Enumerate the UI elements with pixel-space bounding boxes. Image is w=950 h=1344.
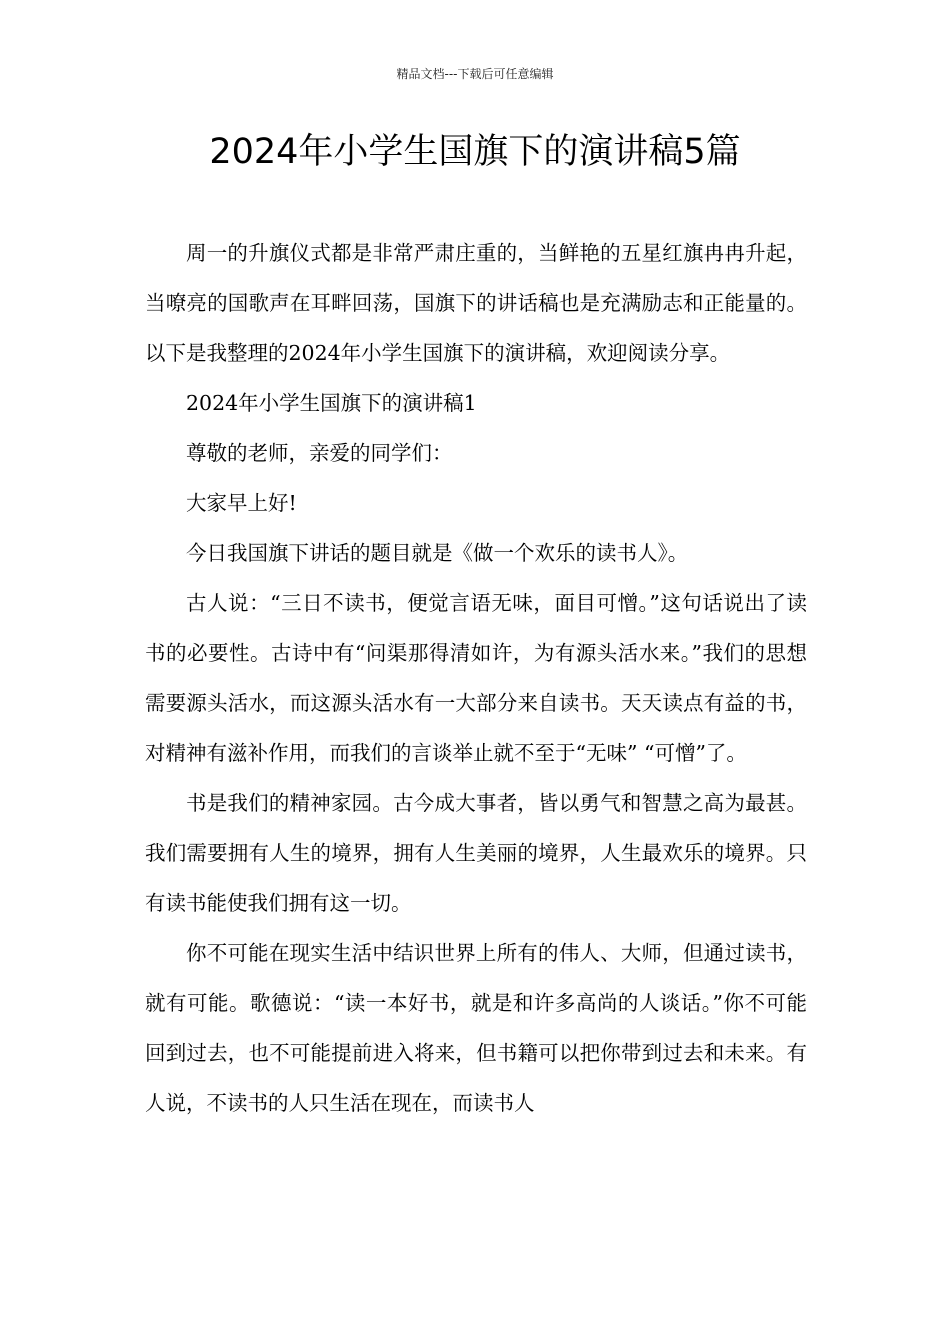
paragraph-intro: 周一的升旗仪式都是非常严肃庄重的，当鲜艳的五星红旗冉冉升起，当嘹亮的国歌声在耳畔回荡，国旗下的讲话稿也是充满励志和正能量的。以下是我整理的2024年小学生国旗下的演讲稿，欢迎阅读分享。 [145, 241, 807, 365]
paragraph-topic: 今日我国旗下讲话的题目就是《做一个欢乐的读书人》。 [186, 541, 689, 565]
paragraph-spiritual-home: 书是我们的精神家园。古今成大事者，皆以勇气和智慧之高为最甚。我们需要拥有人生的境界，拥有人生美丽的境界，人生最欢乐的境界。只有读书能使我们拥有这一切。 [145, 791, 807, 915]
paragraph-great-people: 你不可能在现实生活中结识世界上所有的伟人、大师，但通过读书，就有可能。歌德说：“读一本好书，就是和许多高尚的人谈话。”你不可能回到过去，也不可能提前进入将来，但书籍可以把你带到过去和未来。有人说，不读书的人只生活在现在，而读书人 [145, 941, 807, 1115]
paragraph-salutation: 尊敬的老师，亲爱的同学们： [186, 441, 453, 465]
document-title: 2024年小学生国旗下的演讲稿5篇 [209, 132, 741, 172]
document-body [145, 228, 807, 1128]
header-note: 精品文档---下载后可任意编辑 [396, 67, 554, 81]
paragraph-ancient-saying: 古人说：“三日不读书，便觉言语无味，面目可憎。”这句话说出了读书的必要性。古诗中有“问渠那得清如许，为有源头活水来。”我们的思想需要源头活水，而这源头活水有一大部分来自读书。天天读点有益的书，对精神有滋补作用，而我们的言谈举止就不至于“无味” “可憎”了。 [145, 591, 807, 765]
section-heading: 2024年小学生国旗下的演讲稿1 [186, 391, 477, 415]
paragraph-greeting: 大家早上好! [186, 491, 297, 515]
